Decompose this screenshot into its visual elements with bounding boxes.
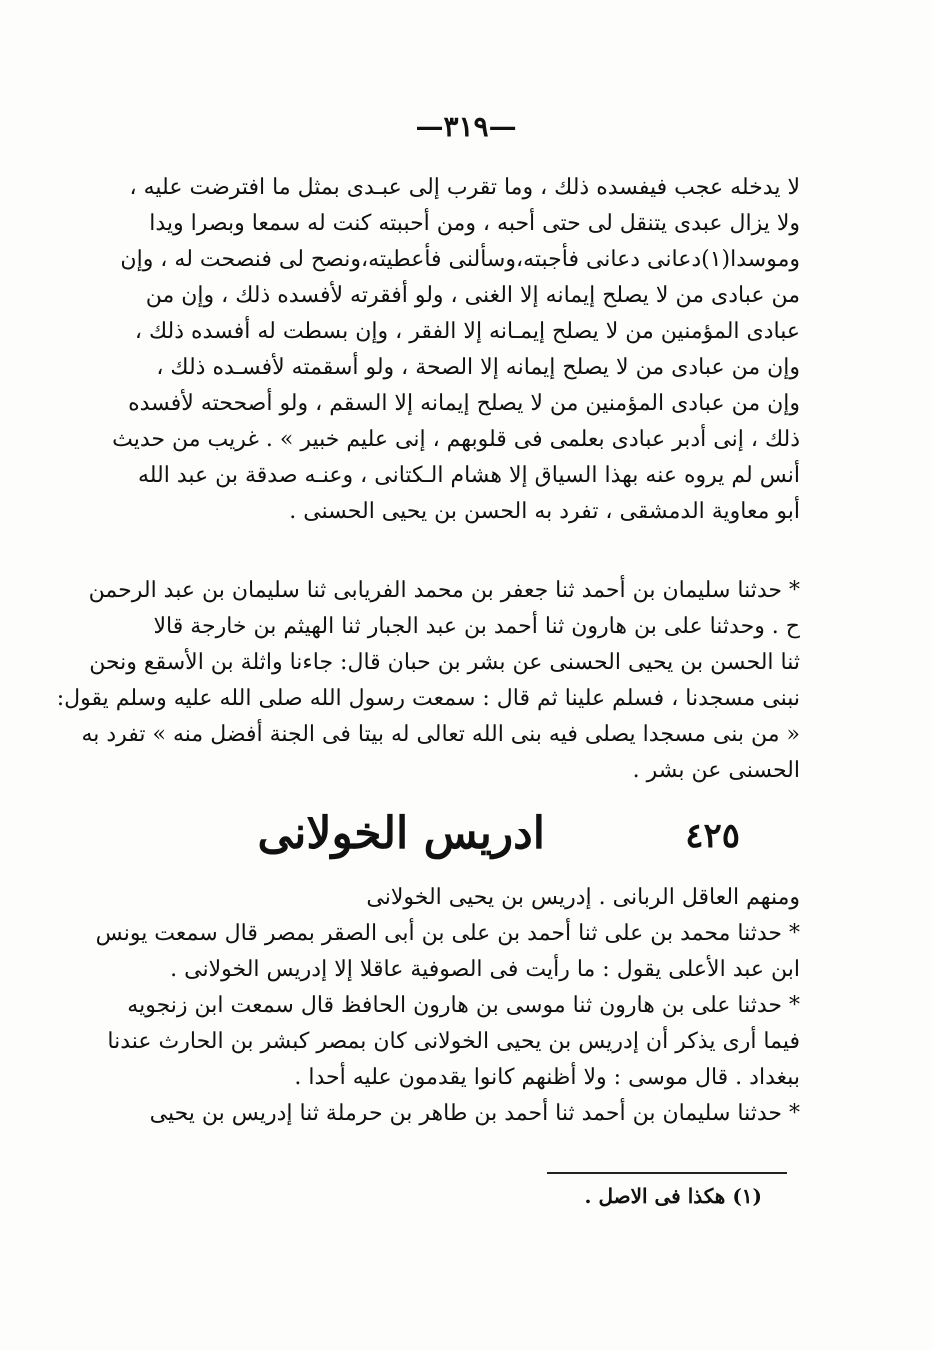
- paragraph-biography: [95, 880, 800, 1132]
- page-number: —٣١٩—: [415, 110, 517, 143]
- text-line: أبو معاوية الدمشقى ، تفرد به الحسن بن يحيى الحسنى .: [289, 499, 800, 524]
- text-line: * حدثنا على بن هارون ثنا موسى بن هارون الحافظ قال سمعت ابن زنجويه: [127, 993, 800, 1018]
- text-line: * حدثنا محمد بن على ثنا أحمد بن على بن أبى الصقر بمصر قال سمعت يونس: [95, 921, 800, 946]
- text-line: ببغداد . قال موسى : ولا أظنهم كانوا يقدمون عليه أحدا .: [294, 1065, 800, 1090]
- text-line: فيما أرى يذكر أن إدريس بن يحيى الخولانى كان بمصر كبشر بن الحارث عندنا: [107, 1029, 800, 1054]
- text-line: وإن من عبادى من لا يصلح إيمانه إلا الصحة ، ولو أسقمته لأفسـده ذلك ،: [156, 355, 800, 380]
- text-line: ثنا الحسن بن يحيى الحسنى عن بشر بن حبان قال: جاءنا واثلة بن الأسقع ونحن: [89, 650, 800, 675]
- text-line: « من بنى مسجدا يصلى فيه بنى الله تعالى له بيتا فى الجنة أفضل منه » تفرد به: [81, 722, 800, 747]
- text-line: وإن من عبادى المؤمنين من لا يصلح إيمانه إلا السقم ، ولو أصححته لأفسده: [128, 391, 800, 416]
- text-line: * حدثنا سليمان بن أحمد ثنا جعفر بن محمد الفريابى ثنا سليمان بن عبد الرحمن: [88, 578, 800, 603]
- text-line: نبنى مسجدنا ، فسلم علينا ثم قال : سمعت رسول الله صلى الله عليه وسلم يقول:: [56, 686, 800, 711]
- section-title: ادريس الخولانى: [257, 808, 545, 859]
- paragraph-hadith-text: [112, 170, 800, 530]
- text-line: عبادى المؤمنين من لا يصلح إيمـانه إلا الفقر ، وإن بسطت له أفسده ذلك ،: [134, 319, 800, 344]
- section-heading: [150, 808, 800, 878]
- text-line: وموسدا(١)دعانى دعانى فأجبته،وسألنى فأعطيته،ونصح لى فنصحت له ، وإن: [120, 247, 800, 272]
- section-number: ٤٢٥: [685, 816, 740, 856]
- text-line: * حدثنا سليمان بن أحمد ثنا أحمد بن طاهر بن حرملة ثنا إدريس بن يحيى: [149, 1101, 800, 1126]
- text-line: لا يدخله عجب فيفسده ذلك ، وما تقرب إلى عبـدى بمثل ما افترضت عليه ،: [129, 175, 800, 200]
- text-line: ومنهم العاقل الربانى . إدريس بن يحيى الخولانى: [366, 885, 800, 910]
- text-line: ذلك ، إنى أدبر عبادى بعلمى فى قلوبهم ، إنى عليم خبير » . غريب من حديث: [112, 427, 800, 452]
- text-line: من عبادى من لا يصلح إيمانه إلا الغنى ، ولو أفقرته لأفسده ذلك ، وإن من: [145, 283, 800, 308]
- text-line: ح . وحدثنا على بن هارون ثنا أحمد بن عبد الجبار ثنا الهيثم بن خارجة قالا: [153, 614, 800, 639]
- text-line: أنس لم يروه عنه بهذا السياق إلا هشام الـكتانى ، وعنـه صدقة بن عبد الله: [137, 463, 800, 488]
- footnote-divider: [547, 1172, 787, 1174]
- paragraph-narration: [56, 573, 800, 789]
- text-line: الحسنى عن بشر .: [632, 758, 800, 783]
- footnote: (١) هكذا فى الاصل .: [584, 1184, 762, 1208]
- text-line: ابن عبد الأعلى يقول : ما رأيت فى الصوفية عاقلا إلا إدريس الخولانى .: [170, 957, 800, 982]
- text-line: ولا يزال عبدى يتنقل لى حتى أحبه ، ومن أحببته كنت له سمعا وبصرا ويدا: [149, 211, 800, 236]
